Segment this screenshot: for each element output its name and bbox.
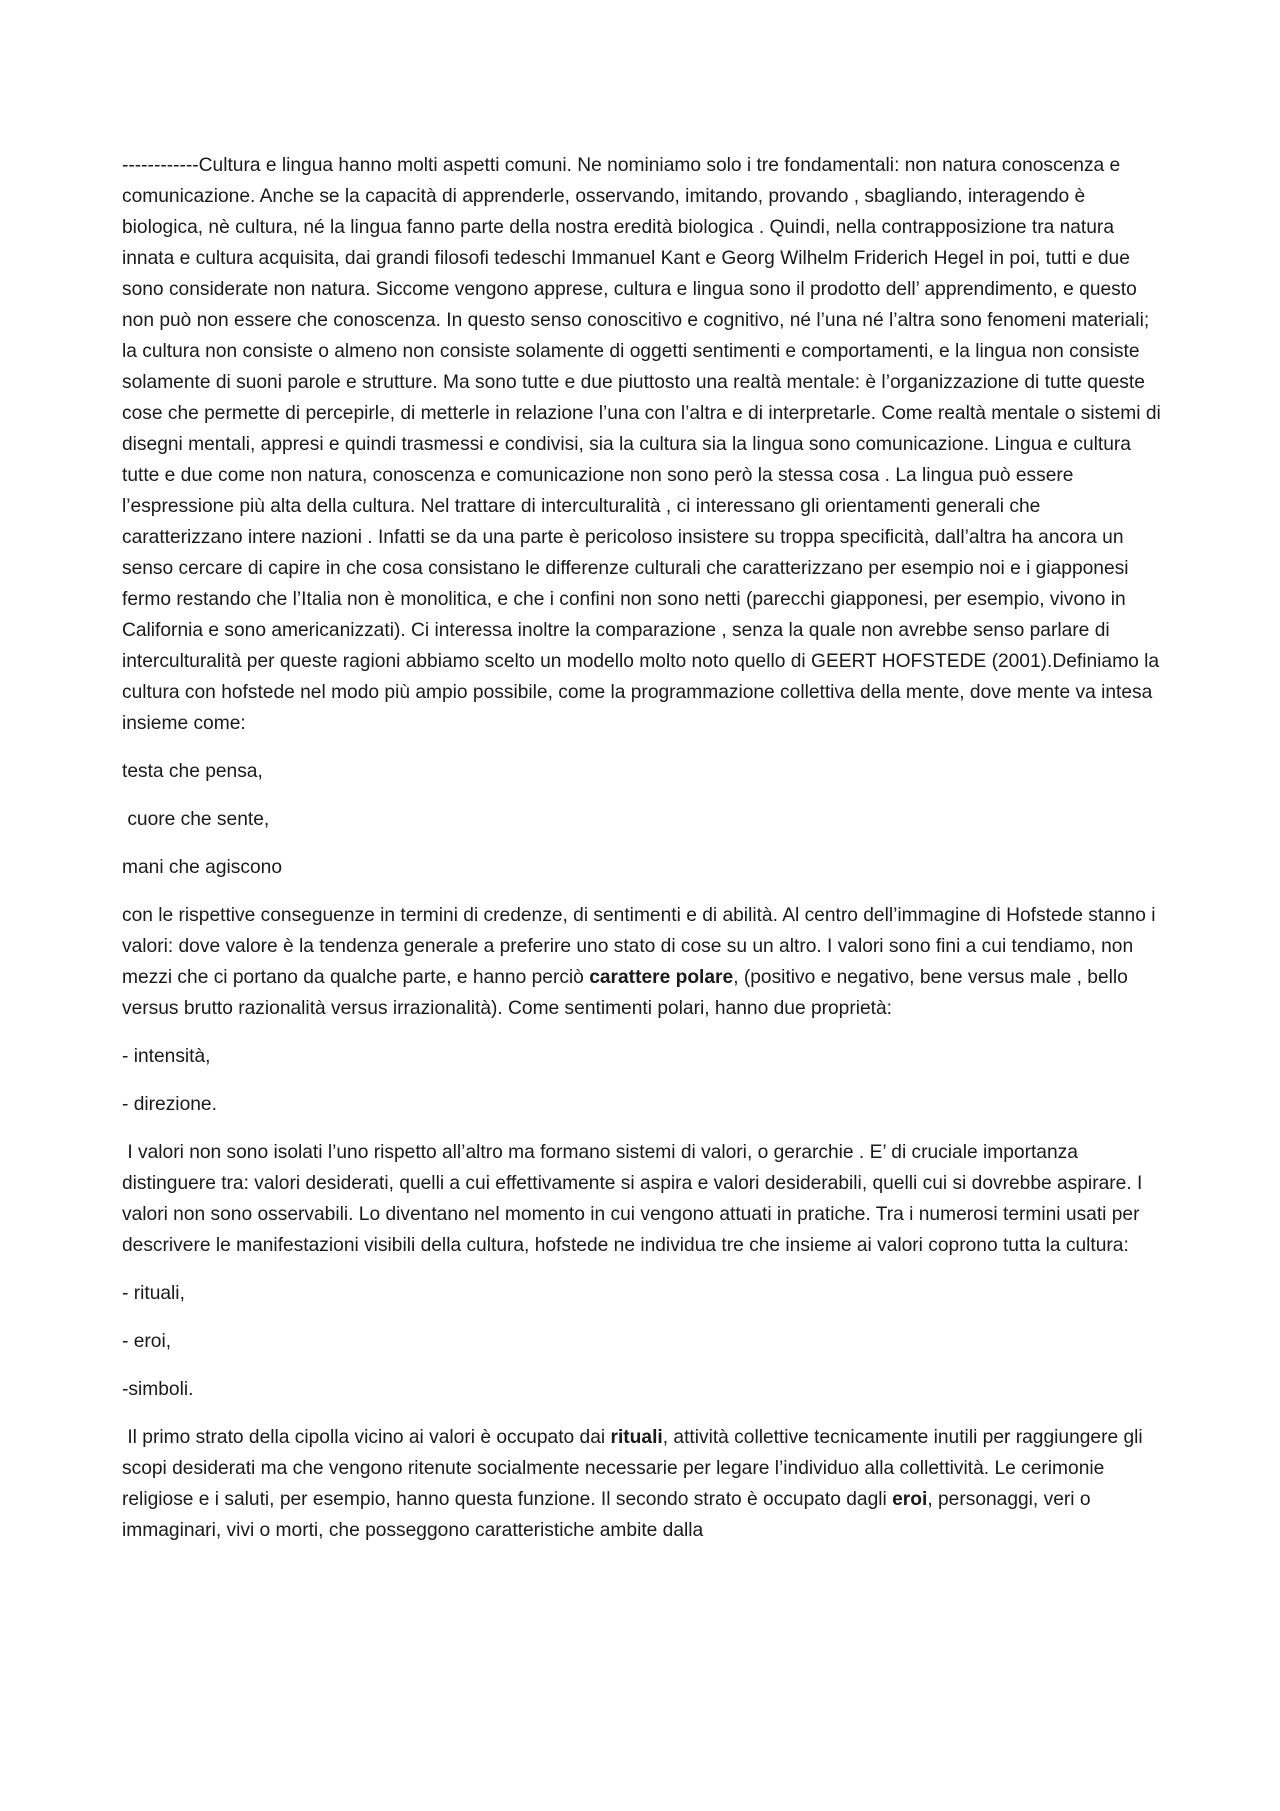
paragraph-intro: ------------Cultura e lingua hanno molti aspetti comuni. Ne nominiamo solo i tre fondamentali: non natura conoscenza e comunicazione. Anche se la capacità di apprenderle, osservando, imitando, provando , sbagliando, interagendo è biologica, nè cultura, né la lingua fanno parte della nostra eredità biologica . Quindi, nella contrapposizione tra natura innata e cultura acquisita, dai grandi filosofi tedeschi Immanuel Kant e Georg Wilhelm Friderich Hegel in poi, tutti e due sono considerate non natura. Siccome vengono apprese, cultura e lingua sono il prodotto dell’ apprendimento, e questo non può non essere che conoscenza. In questo senso conoscitivo e cognitivo, né l’una né l’altra sono fenomeni materiali; la cultura non consiste o almeno non consiste solamente di oggetti sentimenti e comportamenti, e la lingua non consiste solamente di suoni parole e strutture. Ma sono tutte e due piuttosto una realtà mentale: è l’organizzazione di tutte queste cose che permette di percepirle, di metterle in relazione l’una con l’altra e di interpretarle. Come realtà mentale o sistemi di disegni mentali, appresi e quindi trasmessi e condivisi, sia la cultura sia la lingua sono comunicazione. Lingua e cultura tutte e due come non natura, conoscenza e comunicazione non sono però la stessa cosa . La lingua può essere l’espressione più alta della cultura. Nel trattare di interculturalità , ci interessano gli orientamenti generali che caratterizzano intere nazioni . Infatti se da una parte è pericoloso insistere su troppa specificità, dall’altra ha ancora un senso cercare di capire in che cosa consistano le differenze culturali che caratterizzano per esempio noi e i giapponesi fermo restando che l’Italia non è monolitica, e che i confini non sono netti (parecchi giapponesi, per esempio, vivono in California e sono americanizzati). Ci interessa inoltre la comparazione , senza la quale non avrebbe senso parlare di interculturalità per queste ragioni abbiamo scelto un modello molto noto quello di GEERT HOFSTEDE (2001).Definiamo la cultura con hofstede nel modo più ampio possibile, come la programmazione collettiva della mente, dove mente va intesa insieme come: <box>122 155 1161 734</box>
list-item: testa che pensa, <box>122 761 263 782</box>
paragraph-values <box>122 900 1164 1024</box>
text-run: , personaggi, veri o immaginari, vivi o morti, che posseggono caratteristiche ambite dalla <box>122 1489 1096 1541</box>
document-page <box>122 150 1164 1563</box>
text-run: , (positivo e negativo, bene versus male , bello versus brutto razionalità versus irrazionalità). Come sentimenti polari, hanno due proprietà: <box>122 967 1128 1019</box>
manifestations-list <box>122 1278 1164 1405</box>
bold-term-eroi: eroi <box>892 1489 928 1510</box>
paragraph-onion-layers <box>122 1422 1164 1546</box>
list-item: - eroi, <box>122 1331 172 1352</box>
text-run: , attività collettive tecnicamente inutili per raggiungere gli scopi desiderati ma che vengono ritenute socialmente necessarie per legare l’individuo alla collettività. Le cerimonie religiose e i saluti, per esempio, hanno questa funzione. Il secondo strato è occupato dagli <box>122 1427 1149 1510</box>
text-run: Il primo strato della cipolla vicino ai valori è occupato dai <box>122 1427 611 1448</box>
list-item: -simboli. <box>122 1379 194 1400</box>
list-item: - intensità, <box>122 1046 211 1067</box>
mind-list <box>122 756 1164 883</box>
list-item: - rituali, <box>122 1283 185 1304</box>
paragraph-value-systems: I valori non sono isolati l’uno rispetto all’altro ma formano sistemi di valori, o gerarchie . E’ di cruciale importanza distinguere tra: valori desiderati, quelli a cui effettivamente si aspira e valori desiderabili, quelli cui si dovrebbe aspirare. I valori non sono osservabili. Lo diventano nel momento in cui vengono attuati in pratiche. Tra i numerosi termini usati per descrivere le manifestazioni visibili della cultura, hofstede ne individua tre che insieme ai valori coprono tutta la cultura: <box>122 1142 1148 1256</box>
list-item: cuore che sente, <box>122 809 270 830</box>
properties-list <box>122 1041 1164 1120</box>
bold-term-rituali: rituali <box>610 1427 663 1448</box>
list-item: mani che agiscono <box>122 857 282 878</box>
text-run: con le rispettive conseguenze in termini di credenze, di sentimenti e di abilità. Al centro dell’immagine di Hofstede stanno i valori: dove valore è la tendenza generale a preferire uno stato di cose su un altro. I valori sono fini a cui tendiamo, non mezzi che ci portano da qualche parte, e hanno perciò <box>122 905 1156 988</box>
bold-term-carattere-polare: carattere polare <box>589 967 734 988</box>
list-item: - direzione. <box>122 1094 217 1115</box>
